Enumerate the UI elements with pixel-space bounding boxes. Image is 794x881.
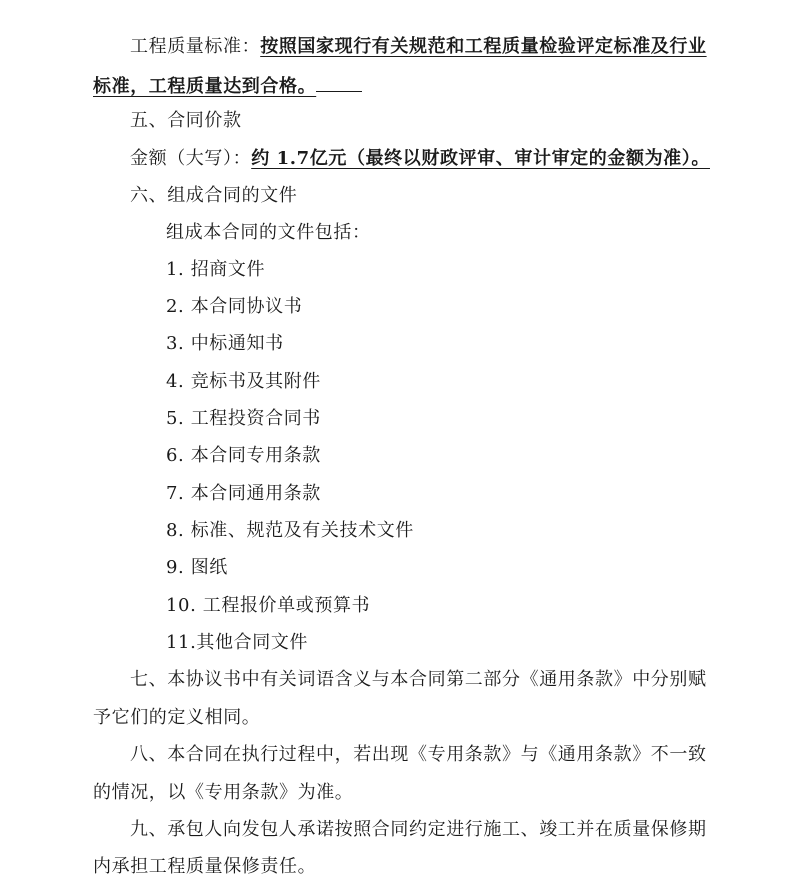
section9-line-2: 内承担工程质量保修责任。 [93, 856, 317, 877]
amount-line [130, 146, 710, 172]
list-item: 7. 本合同通用条款 [166, 483, 321, 504]
amount-label: 金额（大写）： [130, 148, 252, 169]
list-item: 10. 工程报价单或预算书 [166, 595, 371, 616]
section8-line-2: 的情况，以《专用条款》为准。 [93, 782, 354, 803]
section6-intro: 组成本合同的文件包括： [166, 222, 371, 243]
quality-underline-pad [316, 71, 362, 92]
list-item: 4. 竞标书及其附件 [166, 371, 321, 392]
section9-line-1: 九、承包人向发包人承诺按照合同约定进行施工、竣工并在质量保修期 [130, 819, 707, 840]
list-item: 2. 本合同协议书 [166, 296, 303, 317]
list-item: 5. 工程投资合同书 [166, 408, 321, 429]
section7-line-1: 七、本协议书中有关词语含义与本合同第二部分《通用条款》中分别赋 [130, 669, 707, 690]
section6-heading: 六、组成合同的文件 [130, 185, 298, 206]
section8-line-1: 八、本合同在执行过程中，若出现《专用条款》与《通用条款》不一致 [130, 744, 707, 765]
quality-label: 工程质量标准： [130, 36, 261, 57]
list-item: 8. 标准、规范及有关技术文件 [166, 520, 414, 541]
list-item: 11.其他合同文件 [166, 632, 309, 653]
amount-value: 约 1.7亿元（最终以财政评审、审计审定的金额为准）。 [251, 148, 710, 169]
list-item: 9. 图纸 [166, 557, 228, 578]
list-item: 3. 中标通知书 [166, 333, 284, 354]
quality-line-1 [130, 34, 707, 60]
quality-value-2: 标准，工程质量达到合格。 [93, 76, 317, 97]
quality-value-1: 按照国家现行有关规范和工程质量检验评定标准及行业 [260, 36, 707, 57]
list-item: 6. 本合同专用条款 [166, 445, 321, 466]
quality-line-2 [93, 71, 362, 100]
section7-line-2: 予它们的定义相同。 [93, 707, 261, 728]
section5-heading: 五、合同价款 [130, 110, 242, 131]
list-item: 1. 招商文件 [166, 259, 266, 280]
